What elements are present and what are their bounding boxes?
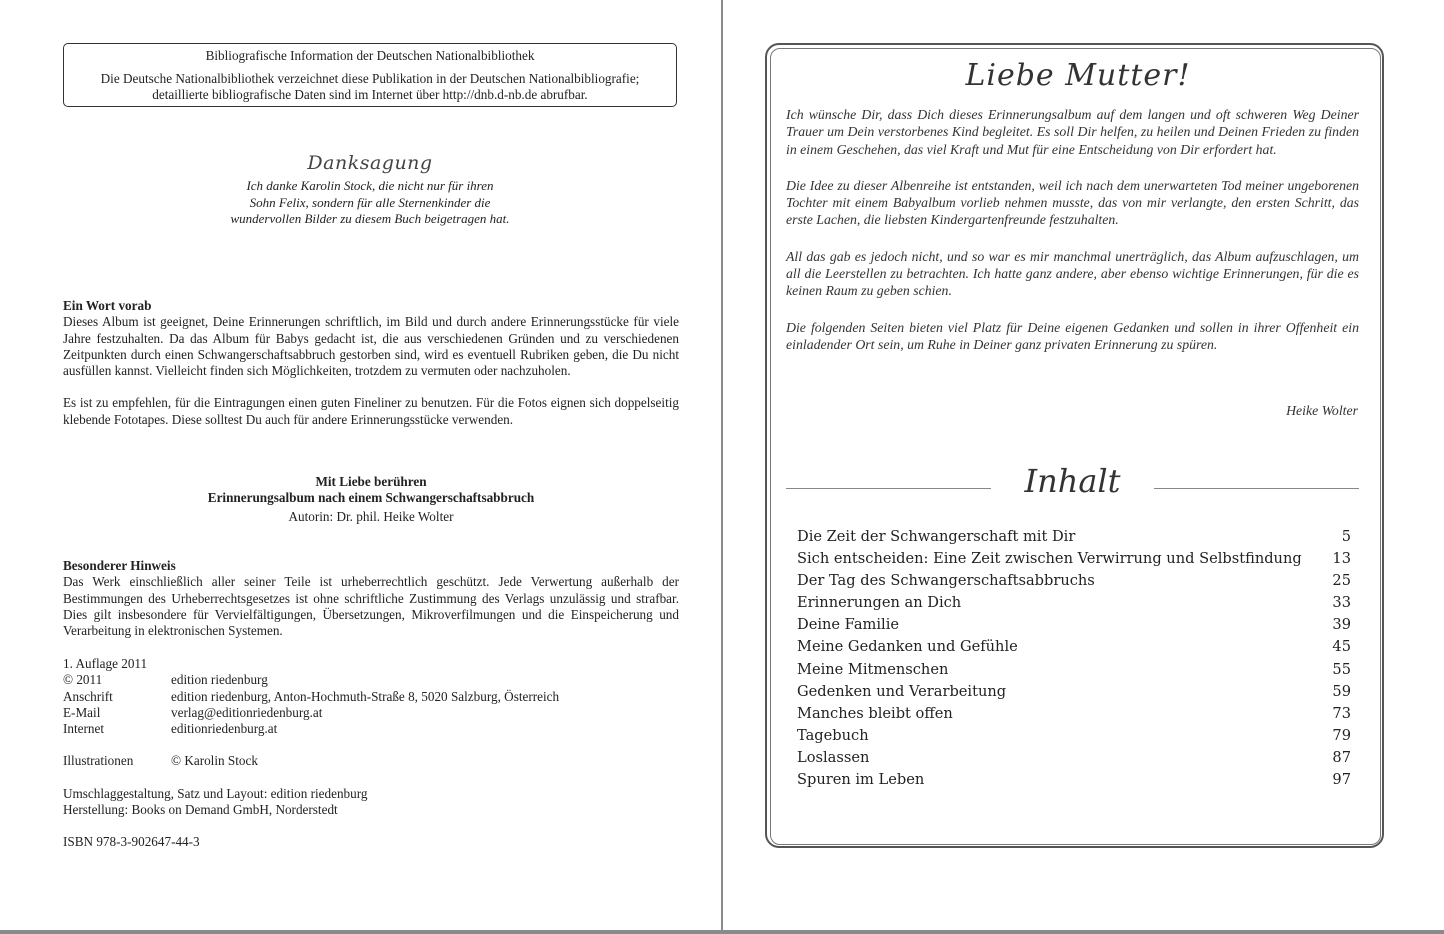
imprint-row bbox=[63, 705, 559, 721]
toc-entry[interactable] bbox=[797, 592, 1351, 614]
imprint-key: © 2011 bbox=[63, 672, 103, 688]
toc-entry[interactable] bbox=[797, 614, 1351, 636]
acknowledgement-title: Danksagung bbox=[307, 152, 433, 174]
acknowledgement-text bbox=[180, 178, 560, 228]
acknowledgement bbox=[180, 152, 560, 228]
bibliographic-info-box bbox=[63, 43, 677, 107]
notice-section bbox=[63, 558, 679, 639]
toc-entry-page: 39 bbox=[1332, 616, 1351, 634]
imprint-key: Anschrift bbox=[63, 688, 113, 704]
imprint-key: Internet bbox=[63, 721, 105, 737]
imprint-value: edition riedenburg, Anton-Hochmuth-Straße 8, 5020 Salzburg, Österreich bbox=[171, 688, 560, 704]
left-page bbox=[0, 0, 721, 930]
foreword-paragraph-2: Es ist zu empfehlen, für die Eintragungen einen guten Fineliner zu benutzen. Für die Fotos eignen sich doppelseitig klebende Fototapes. Diese solltest Du auch für andere Erinnerungsstücke verwenden. bbox=[63, 395, 679, 427]
divider bbox=[1154, 488, 1359, 489]
imprint-value: verlag@editionriedenburg.at bbox=[171, 704, 323, 720]
imprint-layout: Umschlaggestaltung, Satz und Layout: edition riedenburg bbox=[63, 785, 368, 801]
letter-body bbox=[786, 106, 1359, 372]
letter-paragraph-1: Ich wünsche Dir, dass Dich dieses Erinnerungsalbum auf dem langen und oft schweren Weg Deiner Trauer um Dein verstorbenes Kind begleitet. Es soll Dir helfen, zu heilen und Deinen Frieden zu finden in einem Geschehen, das viel Kraft und Mut für eine Entscheidung von Dir erfordert hat. bbox=[786, 107, 1359, 157]
imprint-value: edition riedenburg bbox=[171, 672, 268, 688]
letter-signature: Heike Wolter bbox=[1286, 403, 1358, 418]
imprint-key: Illustrationen bbox=[63, 753, 134, 769]
book-title: Mit Liebe berühren bbox=[315, 474, 427, 489]
toc-entry-title: Die Zeit der Schwangerschaft mit Dir bbox=[797, 528, 1076, 545]
toc-entry-title: Tagebuch bbox=[797, 726, 869, 744]
toc-entry-page: 97 bbox=[1332, 771, 1351, 789]
toc-entry[interactable] bbox=[797, 681, 1351, 703]
toc-entry[interactable] bbox=[797, 570, 1351, 592]
bib-line-1: Die Deutsche Nationalbibliothek verzeichnet diese Publikation in der Deutschen Nationalbibliografie; bbox=[100, 71, 640, 86]
toc-entry-page: 5 bbox=[1341, 528, 1351, 545]
toc-entry-page: 79 bbox=[1332, 726, 1351, 744]
toc-entry-page: 87 bbox=[1332, 748, 1351, 766]
bib-line-2: detaillierte bibliografische Daten sind im Internet über http://dnb.d-nb.de abrufbar. bbox=[152, 87, 588, 102]
toc-entry-title: Loslassen bbox=[797, 748, 870, 766]
letter-paragraph-2: Die Idee zu dieser Albenreihe ist entstanden, weil ich nach dem unerwarteten Tod meiner ungeborenen Tochter mit einem Babyalbum vorlieb nehmen musste, das von mir verlangte, den ersten Schritt, das erste Lachen, die liebsten Kindergartenfreunde festzuhalten. bbox=[786, 177, 1359, 228]
book-subtitle: Erinnerungsalbum nach einem Schwangerschaftsabbruch bbox=[207, 490, 535, 506]
toc-entry-page: 73 bbox=[1332, 704, 1351, 722]
toc-entry[interactable] bbox=[797, 725, 1351, 747]
toc-entry-page: 13 bbox=[1332, 550, 1351, 568]
imprint-row bbox=[63, 721, 559, 737]
toc-entry-title: Meine Gedanken und Gefühle bbox=[797, 638, 1018, 656]
foreword-section bbox=[63, 298, 679, 428]
book-author: Autorin: Dr. phil. Heike Wolter bbox=[288, 508, 454, 524]
imprint-row bbox=[63, 672, 559, 688]
foreword-paragraph-1: Dieses Album ist geeignet, Deine Erinnerungen schriftlich, im Bild und durch andere Erinnerungsstücke für viele Jahre festzuhalten. Da das Album für Babys gedacht ist, die aus verschiedenen Gründen und zu verschiedenen Zeitpunkten durch einen Schwangerschaftsabbruch gestorben sind, wird es eventuell Rubriken geben, die Du nicht ausfüllen kannst. Vielleicht finden sich Möglichkeiten, trotzdem zu vermuten oder nachzuholen. bbox=[63, 314, 679, 379]
bib-title: Bibliografische Information der Deutschen Nationalbibliothek bbox=[205, 48, 535, 63]
toc-entry-title: Meine Mitmenschen bbox=[797, 660, 949, 678]
toc-entry-title: Der Tag des Schwangerschaftsabbruchs bbox=[797, 572, 1095, 590]
imprint-illustrations bbox=[63, 753, 559, 769]
toc-entry-page: 25 bbox=[1332, 572, 1351, 590]
toc-entry-title: Manches bleibt offen bbox=[797, 704, 953, 722]
toc-heading bbox=[786, 462, 1359, 512]
acknowledgement-line-1: Ich danke Karolin Stock, die nicht nur für ihren bbox=[246, 178, 494, 193]
book-title-block bbox=[63, 474, 679, 525]
notice-heading: Besonderer Hinweis bbox=[63, 558, 176, 573]
toc-entry[interactable] bbox=[797, 769, 1351, 791]
acknowledgement-line-2: Sohn Felix, sondern für alle Sternenkinder die bbox=[249, 194, 491, 210]
toc-entry-title: Erinnerungen an Dich bbox=[797, 594, 962, 612]
foreword-heading: Ein Wort vorab bbox=[63, 298, 152, 313]
toc-entry[interactable] bbox=[797, 659, 1351, 681]
imprint-edition: 1. Auflage 2011 bbox=[63, 656, 148, 671]
letter-title: Liebe Mutter! bbox=[965, 58, 1191, 93]
toc-entry-page: 55 bbox=[1332, 660, 1351, 678]
toc-entry-page: 45 bbox=[1332, 638, 1351, 656]
toc-entry[interactable] bbox=[797, 526, 1351, 548]
toc-entry-title: Spuren im Leben bbox=[797, 771, 925, 789]
imprint-row bbox=[63, 689, 559, 705]
toc-title: Inhalt bbox=[1024, 462, 1121, 500]
acknowledgement-line-3: wundervollen Bilder zu diesem Buch beigetragen hat. bbox=[230, 211, 510, 226]
toc-entry[interactable] bbox=[797, 703, 1351, 725]
notice-text: Das Werk einschließlich aller seiner Teile ist urheberrechtlich geschützt. Jede Verwertung außerhalb der Bestimmungen des Urheberrechtsgesetzes ist ohne schriftliche Zustimmung des Verlags unzulässig und strafbar. Dies gilt insbesondere für Vervielfältigungen, Übersetzungen, Mikroverfilmungen und die Einspeicherung und Verarbeitung in elektronischen Systemen. bbox=[63, 574, 679, 639]
imprint-value: editionriedenburg.at bbox=[171, 721, 278, 737]
imprint-production: Herstellung: Books on Demand GmbH, Norderstedt bbox=[63, 802, 338, 818]
imprint-isbn: ISBN 978-3-902647-44-3 bbox=[63, 834, 200, 850]
imprint-key: E-Mail bbox=[63, 704, 101, 720]
letter-paragraph-4: Die folgenden Seiten bieten viel Platz für Deine eigenen Gedanken und sollen in ihrer Offenheit ein einladender Ort sein, um Ruhe in Deiner ganz privaten Erinnerung zu spüren. bbox=[786, 319, 1359, 352]
toc-entry[interactable] bbox=[797, 747, 1351, 769]
letter-paragraph-3: All das gab es jedoch nicht, und so war es mir manchmal unerträglich, das Album aufzuschlagen, um all die Leerstellen zu betrachten. Ich hatte ganz andere, aber ebenso wichtige Erinnerungen, für die es keinen Raum zu geben schien. bbox=[786, 248, 1359, 299]
toc-entry-title: Sich entscheiden: Eine Zeit zwischen Verwirrung und Selbstfindung bbox=[797, 550, 1302, 568]
toc-entry-page: 59 bbox=[1332, 682, 1351, 700]
right-page bbox=[723, 0, 1444, 930]
toc-entry[interactable] bbox=[797, 636, 1351, 658]
toc-entry-title: Gedenken und Verarbeitung bbox=[797, 682, 1007, 700]
table-of-contents bbox=[797, 526, 1351, 791]
toc-entry-page: 33 bbox=[1332, 594, 1351, 612]
toc-entry[interactable] bbox=[797, 548, 1351, 570]
imprint bbox=[63, 656, 559, 851]
imprint-value: © Karolin Stock bbox=[171, 753, 258, 769]
toc-entry-title: Deine Familie bbox=[797, 616, 899, 634]
